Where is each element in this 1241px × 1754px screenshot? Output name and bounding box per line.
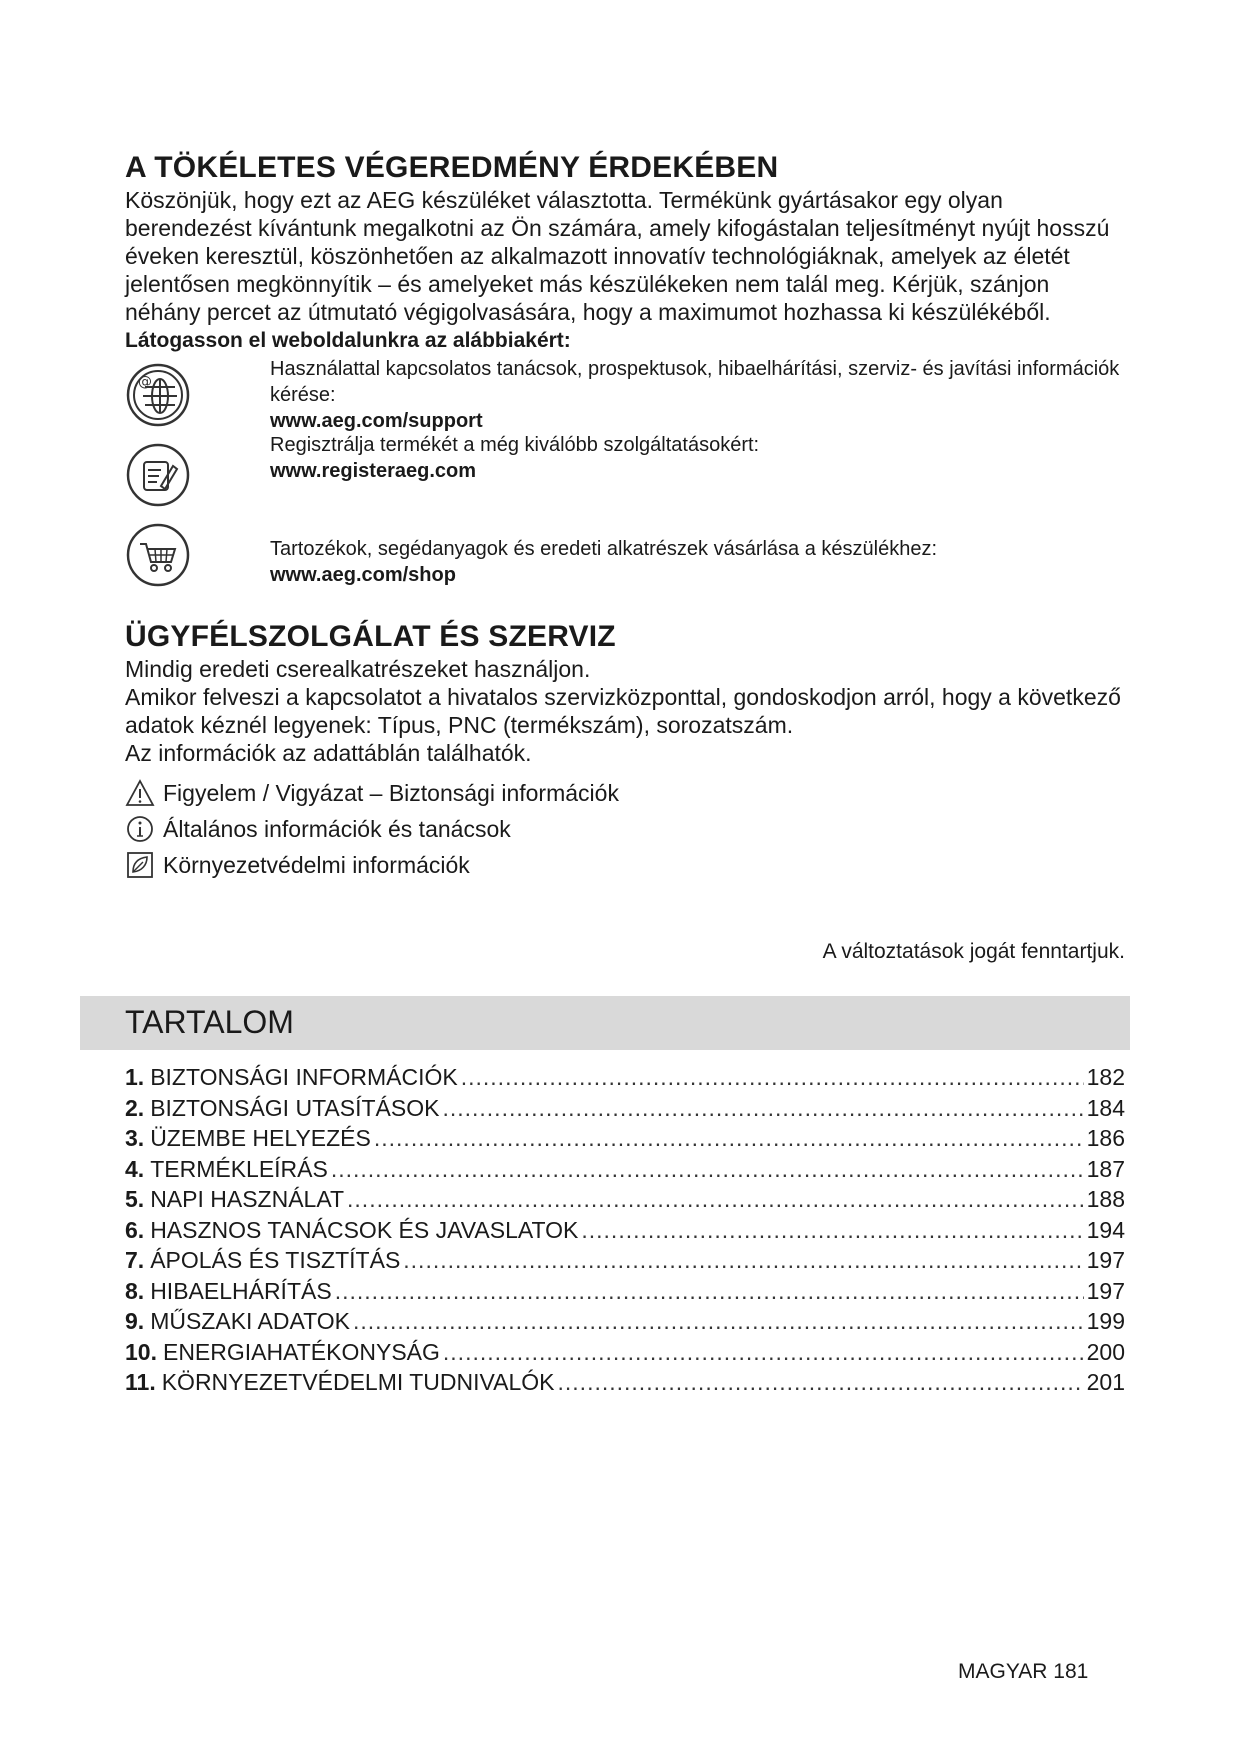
website-links	[125, 358, 1125, 597]
intro-paragraph: Köszönjük, hogy ezt az AEG készüléket választotta. Termékünk gyártásakor egy olyan berendezést kívántunk megalkotni az Ön számára, amely kifogástalan teljesítményt nyújt hosszú éveken keresztül, köszönhetően az alkalmazott innovatív technológiáknak, amelyek az életét jelentősen megkönnyítik – és amelyeket más készülékeken nem talál meg. Kérjük, szánjon néhány percet az útmutató végigolvasására, hogy a maximumot hozhassa ki készülékéből.	[125, 187, 1110, 325]
toc-item-page: 186	[1086, 1125, 1125, 1151]
toc-item[interactable]	[125, 1308, 1125, 1339]
toc-item-page: 182	[1086, 1064, 1125, 1090]
toc-item-label: ÜZEMBE HELYEZÉS	[150, 1125, 371, 1151]
service-line-1: Mindig eredeti cserealkatrészeket használjon.	[125, 656, 591, 682]
page-footer: MAGYAR 181	[958, 1660, 1089, 1683]
toc-item-number: 1.	[125, 1064, 145, 1090]
toc-item-label: HIBAELHÁRÍTÁS	[150, 1277, 332, 1304]
service-line-3: Az információk az adattáblán találhatók.	[125, 740, 532, 766]
toc-item-number: 3.	[125, 1125, 145, 1151]
register-link-block	[270, 432, 1130, 484]
toc-item-label: ÁPOLÁS ÉS TISZTÍTÁS	[150, 1247, 401, 1273]
toc-item-number: 4.	[125, 1155, 145, 1182]
register-icon	[125, 442, 191, 508]
legend-item-info	[125, 811, 1125, 847]
toc-item[interactable]	[125, 1339, 1125, 1370]
symbol-legend	[125, 775, 1125, 883]
toc-title: TARTALOM	[125, 1004, 294, 1040]
toc-item-label: NAPI HASZNÁLAT	[150, 1186, 345, 1212]
toc-item[interactable]	[125, 1186, 1125, 1217]
toc-item-label: HASZNOS TANÁCSOK ÉS JAVASLATOK	[150, 1216, 579, 1243]
toc-item-number: 10.	[125, 1338, 157, 1365]
register-description: Regisztrálja termékét a még kiválóbb szolgáltatásokért:	[270, 434, 760, 456]
toc-item-number: 8.	[125, 1277, 145, 1304]
shop-description: Tartozékok, segédanyagok és eredeti alkatrészek vásárlása a készülékhez:	[270, 538, 938, 560]
toc-item-number: 11.	[125, 1369, 156, 1395]
toc-item-page: 194	[1086, 1216, 1125, 1243]
toc-item-label: BIZTONSÁGI INFORMÁCIÓK	[150, 1064, 458, 1090]
toc-item-label: MŰSZAKI ADATOK	[150, 1308, 350, 1334]
warning-icon	[125, 778, 155, 808]
toc-item-page: 197	[1086, 1277, 1125, 1304]
toc-item-page: 188	[1086, 1186, 1125, 1212]
service-line-2: Amikor felveszi a kapcsolatot a hivatalos szervizközponttal, gondoskodjon arról, hogy a következő adatok kéznél legyenek: Típus, PNC (termékszám), sorozatszám.	[125, 684, 1121, 738]
toc-item-page: 200	[1086, 1338, 1125, 1365]
shop-url[interactable]: www.aeg.com/shop	[270, 564, 456, 586]
toc-item-label: BIZTONSÁGI UTASÍTÁSOK	[150, 1094, 440, 1121]
register-url[interactable]: www.registeraeg.com	[270, 460, 476, 482]
legend-label-info: Általános információk és tanácsok	[163, 815, 511, 842]
toc-item[interactable]	[125, 1064, 1125, 1095]
table-of-contents	[125, 1064, 1125, 1400]
environment-icon	[125, 850, 155, 880]
toc-item-page: 201	[1086, 1369, 1125, 1395]
toc-item[interactable]	[125, 1247, 1125, 1278]
toc-item-label: ENERGIAHATÉKONYSÁG	[162, 1338, 440, 1365]
legend-item-environment	[125, 847, 1125, 883]
shop-link-block	[270, 536, 1130, 588]
toc-item-number: 7.	[125, 1247, 145, 1273]
svg-text:@: @	[138, 374, 152, 390]
visit-heading: Látogasson el weboldalunkra az alábbiakért:	[125, 329, 571, 352]
toc-item-number: 5.	[125, 1186, 145, 1212]
toc-item[interactable]	[125, 1156, 1125, 1187]
globe-icon	[125, 362, 191, 428]
section-title-perfect-result: A TÖKÉLETES VÉGEREDMÉNY ÉRDEKÉBEN	[125, 151, 779, 184]
toc-item-number: 9.	[125, 1308, 145, 1334]
toc-item[interactable]	[125, 1278, 1125, 1309]
toc-item[interactable]	[125, 1125, 1125, 1156]
section-title-customer-service: ÜGYFÉLSZOLGÁLAT ÉS SZERVIZ	[125, 620, 616, 653]
toc-item-page: 187	[1086, 1155, 1125, 1182]
toc-item-number: 2.	[125, 1094, 145, 1121]
toc-item[interactable]	[125, 1369, 1125, 1400]
support-url[interactable]: www.aeg.com/support	[270, 410, 483, 432]
support-link-block	[270, 356, 1130, 434]
toc-item-number: 6.	[125, 1216, 145, 1243]
rights-reserved-note: A változtatások jogát fenntartjuk.	[822, 940, 1125, 963]
info-icon	[125, 814, 155, 844]
toc-item-page: 197	[1086, 1247, 1125, 1273]
toc-item[interactable]	[125, 1095, 1125, 1126]
toc-item-label: KÖRNYEZETVÉDELMI TUDNIVALÓK	[161, 1369, 555, 1395]
legend-item-warning	[125, 775, 1125, 811]
support-description: Használattal kapcsolatos tanácsok, prospektusok, hibaelhárítási, szerviz- és javítási információk kérése:	[270, 358, 1120, 406]
legend-label-warning: Figyelem / Vigyázat – Biztonsági információk	[163, 779, 619, 806]
shopping-cart-icon	[125, 522, 191, 588]
toc-item-page: 184	[1086, 1094, 1125, 1121]
toc-item-page: 199	[1086, 1308, 1125, 1334]
legend-label-environment: Környezetvédelmi információk	[163, 851, 470, 878]
toc-item-label: TERMÉKLEÍRÁS	[150, 1155, 328, 1182]
page-content	[125, 150, 1125, 963]
toc-item[interactable]	[125, 1217, 1125, 1248]
